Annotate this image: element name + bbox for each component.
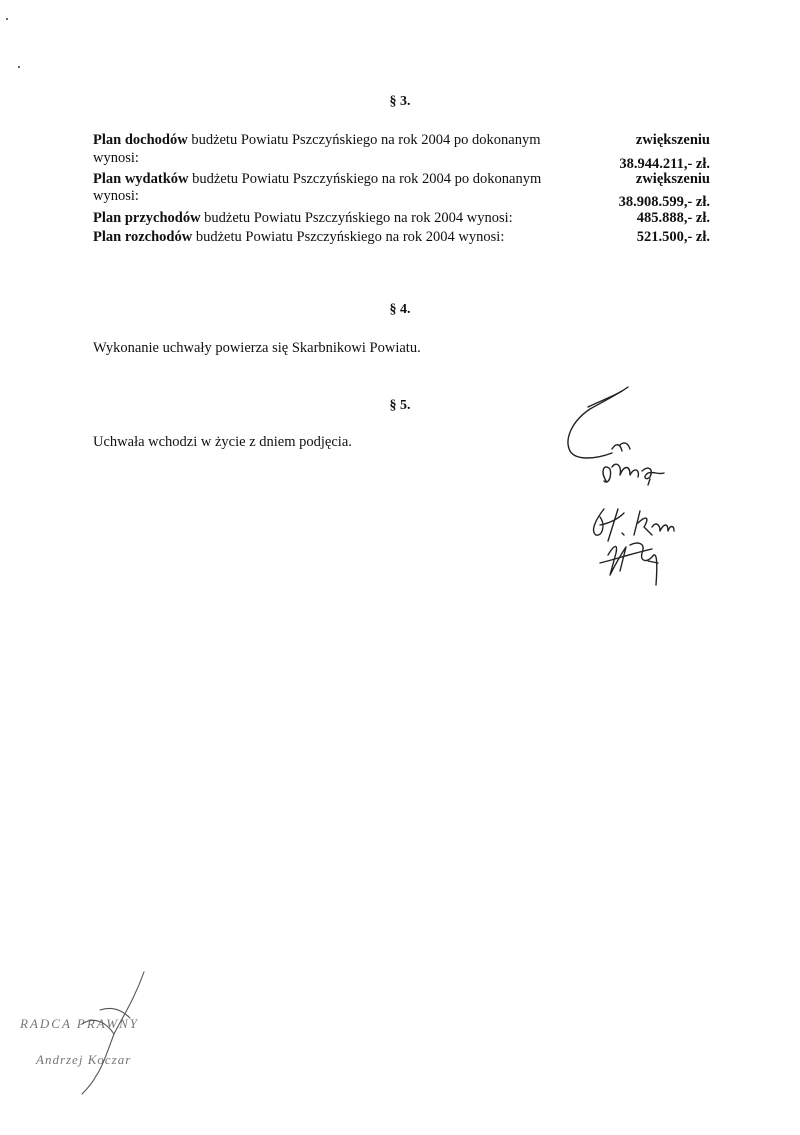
plan-dochodow-amount-line	[93, 150, 710, 172]
plan-wydatkow-desc: budżetu Powiatu Pszczyńskiego na rok 2004 po dokonanym	[192, 171, 542, 187]
plan-rozchodow-amount: 521.500,- zł.	[636, 229, 710, 245]
scan-speck	[18, 66, 20, 68]
plan-przychodow-desc: budżetu Powiatu Pszczyńskiego na rok 2004 wynosi:	[204, 210, 513, 226]
plan-wydatkow-amount-line	[93, 188, 710, 210]
section-5-text: Uchwała wchodzi w życie z dniem podjęcia.	[93, 434, 352, 450]
plan-przychodow-line	[93, 210, 710, 227]
plan-przychodow-label: Plan przychodów	[93, 210, 201, 226]
plan-rozchodow-label: Plan rozchodów	[93, 229, 193, 245]
plan-rozchodow-line	[93, 229, 710, 246]
plan-rozchodow-desc: budżetu Powiatu Pszczyńskiego na rok 2004 wynosi:	[195, 229, 505, 245]
plan-wydatkow-cont: wynosi:	[93, 188, 139, 204]
signatures-image	[560, 385, 690, 590]
plan-dochodow-increase: zwiększeniu	[635, 132, 710, 148]
section-4-heading: § 4.	[389, 302, 411, 317]
plan-wydatkow-text	[93, 171, 541, 188]
stamp-title: RADCA PRAWNY	[20, 1016, 139, 1031]
plan-dochodow-label: Plan dochodów	[93, 132, 188, 148]
plan-dochodow-amount: 38.944.211,- zł.	[619, 156, 710, 172]
plan-wydatkow-increase: zwiększeniu	[635, 171, 710, 187]
plan-wydatkow-line	[93, 171, 710, 188]
plan-wydatkow-amount: 38.908.599,- zł.	[618, 194, 710, 210]
section-3-heading: § 3.	[389, 94, 411, 109]
plan-dochodow-cont: wynosi:	[93, 150, 139, 166]
section-5-heading: § 5.	[389, 398, 411, 413]
scan-speck	[6, 18, 8, 20]
stamp-signature-image	[60, 970, 160, 1100]
plan-dochodow-desc: budżetu Powiatu Pszczyńskiego na rok 2004 po dokonanym	[191, 132, 541, 148]
plan-wydatkow-label: Plan wydatków	[93, 171, 189, 187]
stamp-name: Andrzej Koczar	[36, 1052, 132, 1067]
plan-przychodow-amount: 485.888,- zł.	[636, 210, 710, 226]
plan-dochodow-text	[93, 132, 540, 149]
section-4-text: Wykonanie uchwały powierza się Skarbnikowi Powiatu.	[93, 340, 421, 356]
plan-dochodow-line	[93, 132, 710, 149]
